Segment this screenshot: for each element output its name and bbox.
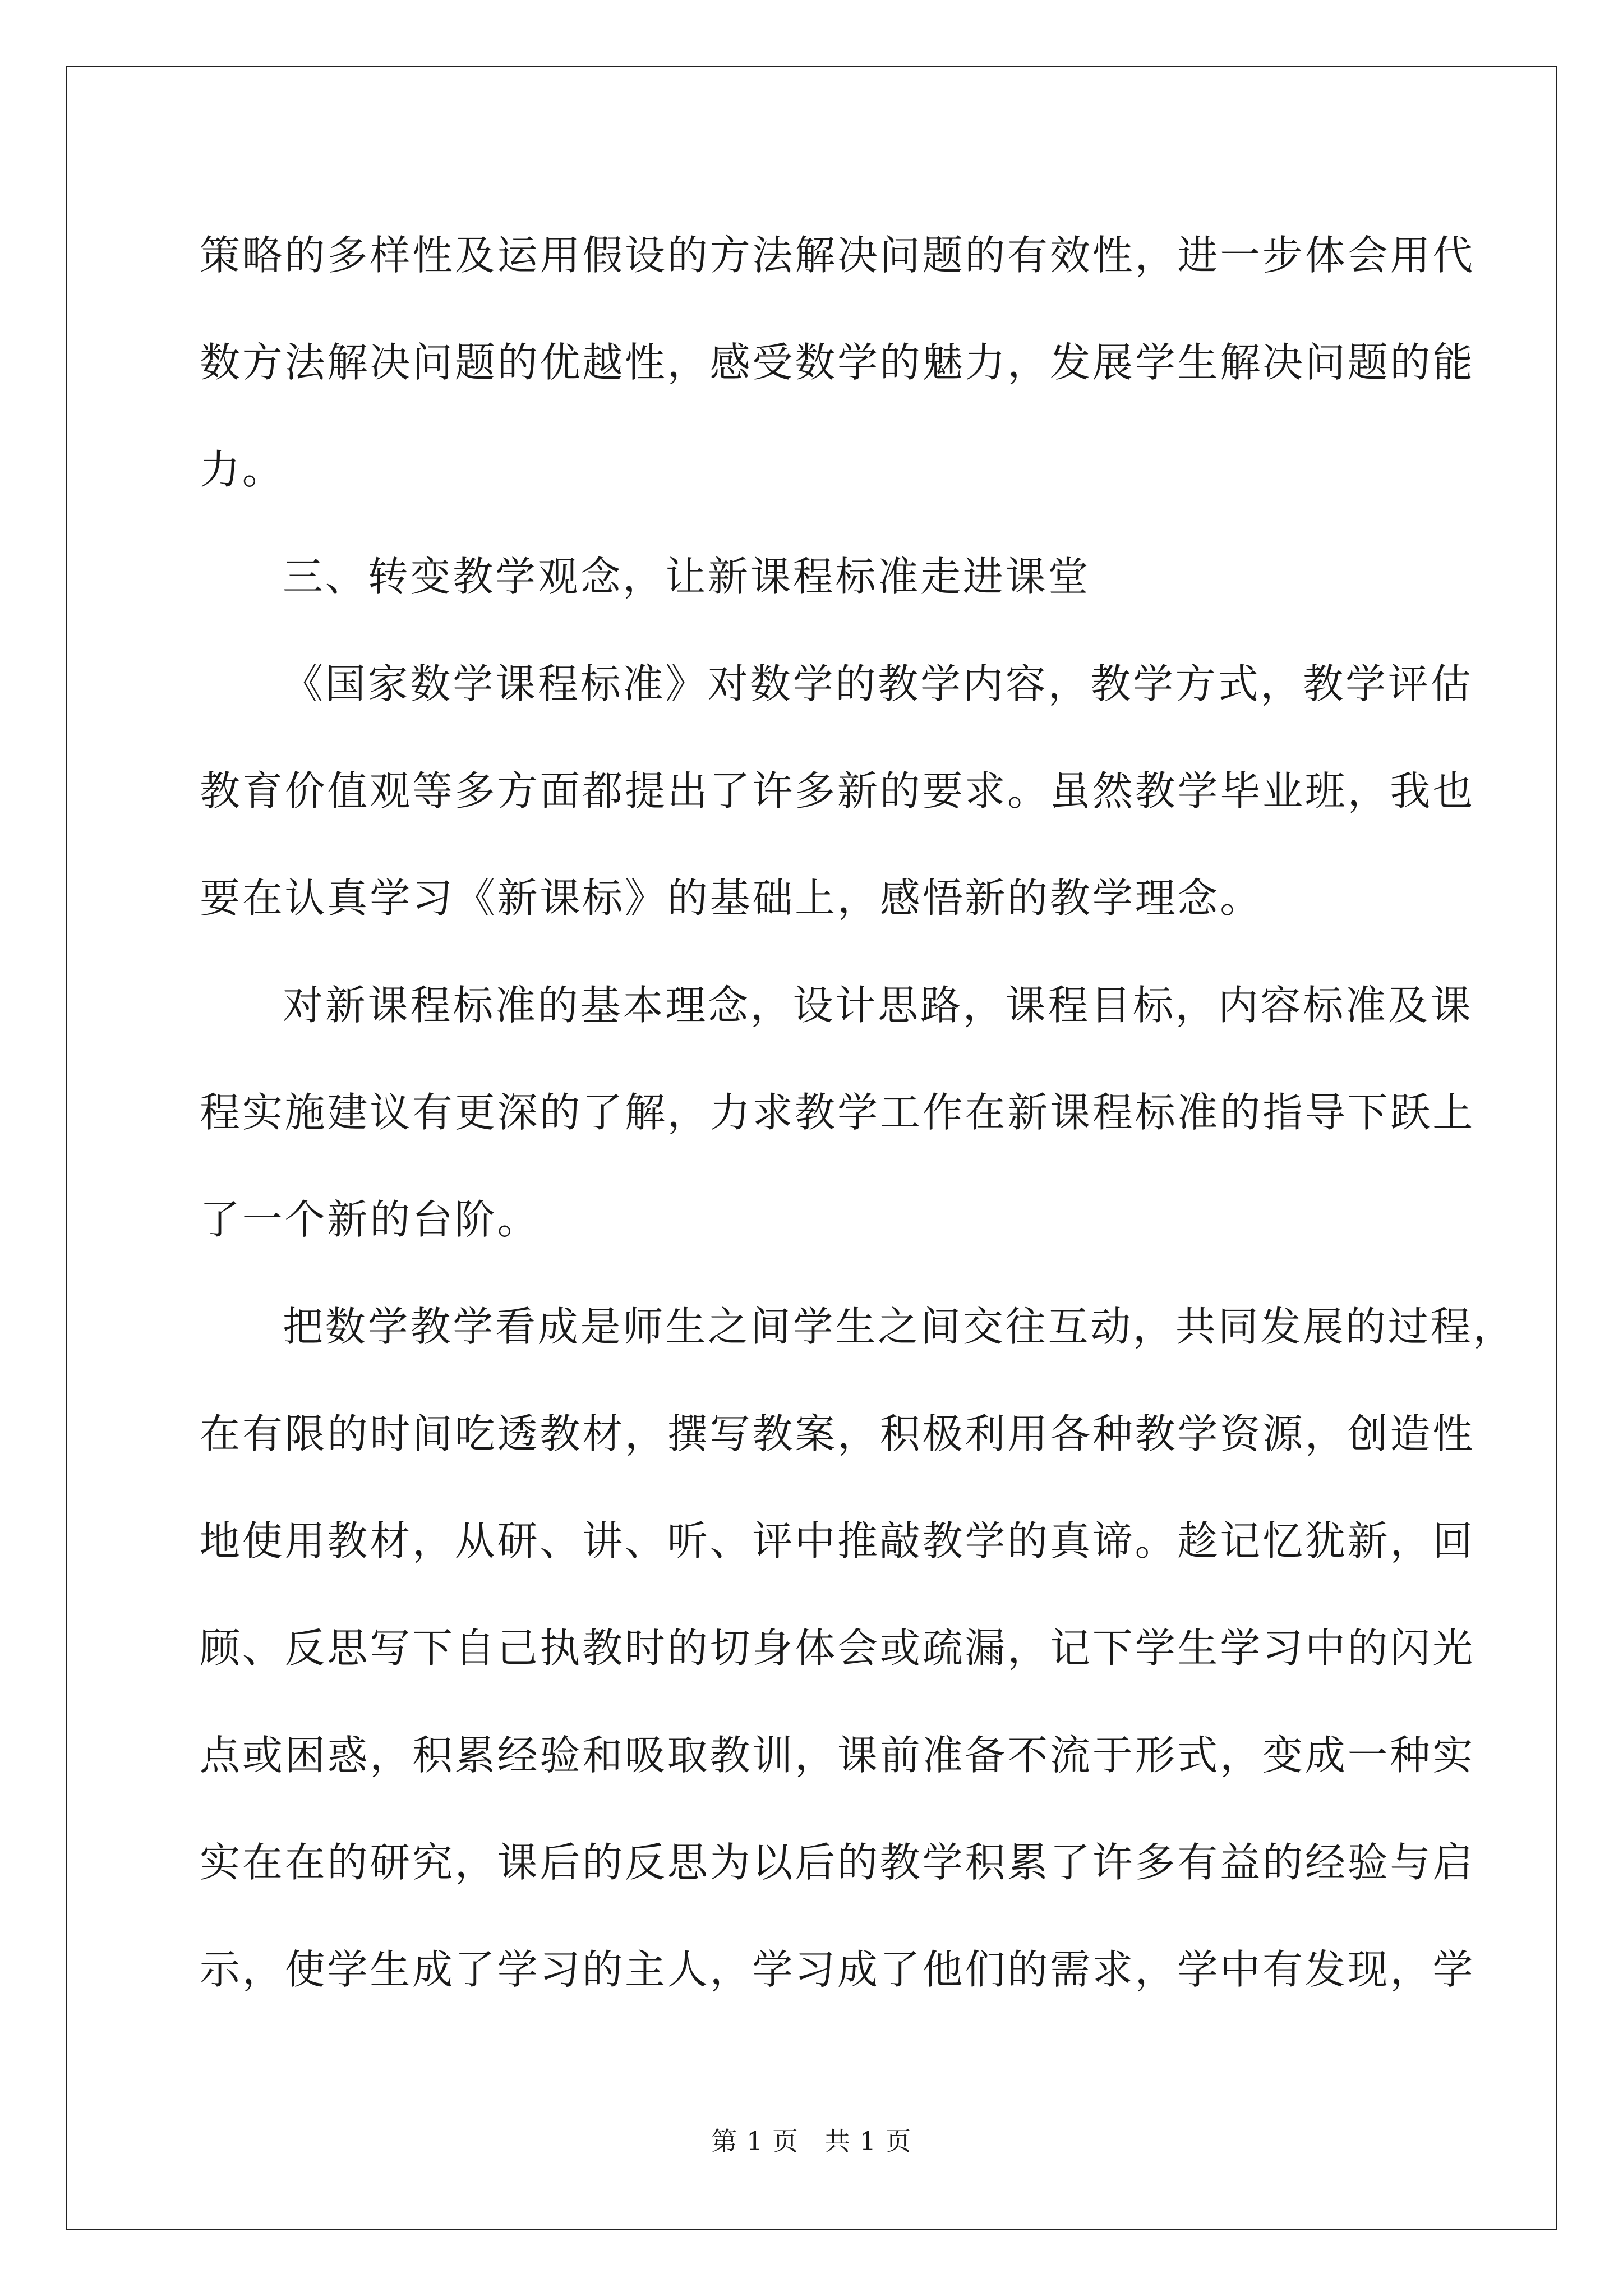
text-line: 把数学教学看成是师生之间学生之间交往互动，共同发展的过程， — [283, 1303, 1516, 1350]
text-line: 实在在的研究，课后的反思为以后的教学积累了许多有益的经验与启 — [200, 1839, 1476, 1886]
text-line: 程实施建议有更深的了解，力求教学工作在新课程标准的指导下跃上 — [200, 1089, 1476, 1136]
text-line: 示，使学生成了学习的主人，学习成了他们的需求，学中有发现，学 — [200, 1946, 1476, 1993]
page-number: 第 1 页 — [711, 2126, 799, 2156]
document-body — [200, 202, 1516, 2023]
text-line: 了一个新的台阶。 — [200, 1196, 540, 1243]
text-line: 要在认真学习《新课标》的基础上，感悟新的教学理念。 — [200, 875, 1263, 922]
paragraph-5 — [200, 1273, 1516, 2023]
heading-line: 三、转变教学观念，让新课程标准走进课堂 — [283, 553, 1091, 600]
text-line: 策略的多样性及运用假设的方法解决问题的有效性，进一步体会用代 — [200, 232, 1476, 279]
text-line: 教育价值观等多方面都提出了许多新的要求。虽然教学毕业班，我也 — [200, 767, 1476, 815]
text-line: 地使用教材，从研、讲、听、评中推敲教学的真谛。趁记忆犹新，回 — [200, 1517, 1476, 1565]
paragraph-3 — [200, 631, 1476, 952]
paragraph-4 — [200, 952, 1476, 1273]
text-line: 在有限的时间吃透教材，撰写教案，积极利用各种教学资源，创造性 — [200, 1410, 1476, 1457]
page-total: 共 1 页 — [824, 2126, 912, 2156]
section-heading — [200, 523, 1451, 631]
text-line: 点或困惑，积累经验和吸取教训，课前准备不流于形式，变成一种实 — [200, 1732, 1476, 1779]
text-line: 对新课程标准的基本理念，设计思路，课程目标，内容标准及课 — [283, 982, 1473, 1029]
text-line: 力。 — [200, 446, 285, 493]
text-line: 顾、反思写下自己执教时的切身体会或疏漏，记下学生学习中的闪光 — [200, 1625, 1476, 1672]
page-footer — [0, 2121, 1623, 2158]
text-line: 《国家数学课程标准》对数学的教学内容，教学方式，教学评估 — [283, 660, 1473, 707]
paragraph-1 — [200, 202, 1476, 523]
text-line: 数方法解决问题的优越性，感受数学的魅力，发展学生解决问题的能 — [200, 339, 1476, 386]
